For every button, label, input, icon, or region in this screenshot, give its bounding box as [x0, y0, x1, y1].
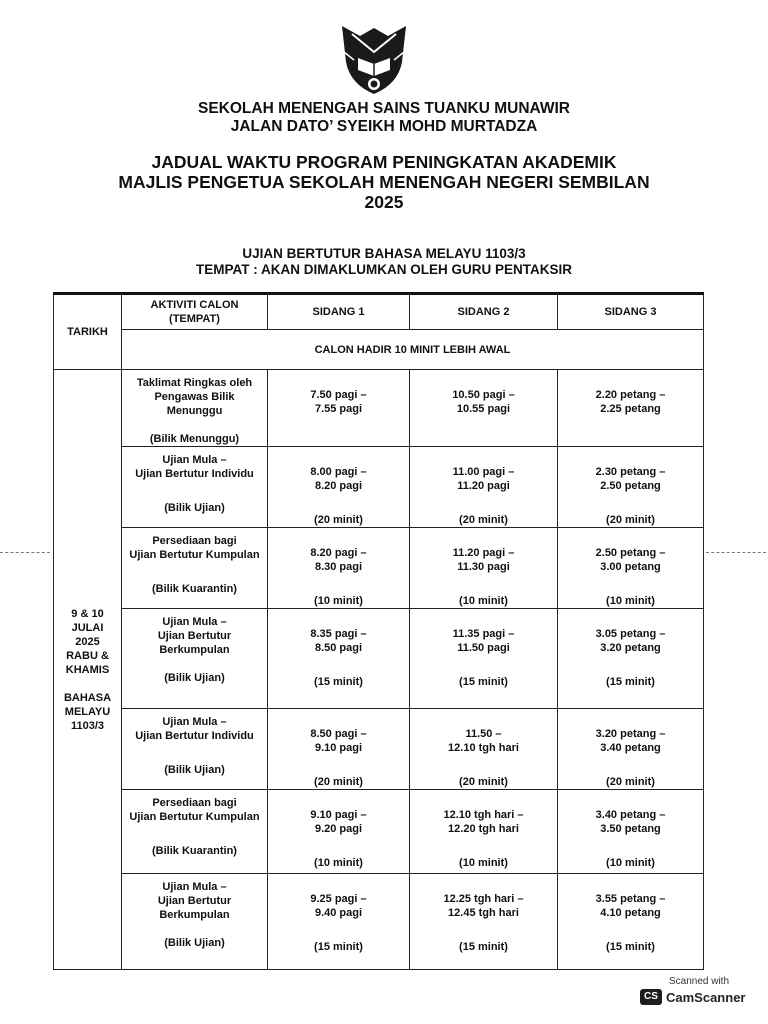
- time-line: 9.10 pagi: [314, 742, 363, 754]
- time-line: 11.20 pagi –: [452, 547, 515, 559]
- activity-line: Ujian Mula –: [162, 616, 227, 628]
- activity-line: Persediaan bagi: [152, 535, 237, 547]
- duration-label: (15 minit): [459, 941, 508, 953]
- date-line: JULAI: [71, 621, 104, 634]
- time-line: 3.00 petang: [600, 561, 661, 573]
- duration-label: (20 minit): [459, 514, 508, 526]
- activity-place: (Bilik Ujian): [164, 672, 225, 684]
- sidang-1-cell: [268, 609, 410, 709]
- header-sidang-2: SIDANG 2: [410, 294, 558, 330]
- notice-row: [54, 330, 704, 370]
- sidang-1-cell: [268, 447, 410, 528]
- time-line: 9.10 pagi –: [310, 809, 367, 821]
- activity-place: (Bilik Ujian): [164, 502, 225, 514]
- activity-line: Ujian Bertutur Kumpulan: [129, 811, 260, 823]
- sidang-2-cell: [410, 609, 558, 709]
- duration-label: (10 minit): [459, 595, 508, 607]
- activity-line: Ujian Bertutur Individu: [135, 468, 254, 480]
- time-line: 7.50 pagi –: [310, 389, 367, 401]
- activity-line: Pengawas Bilik: [154, 391, 235, 403]
- sidang-2-cell: [410, 874, 558, 970]
- scan-artifact-line: [706, 552, 766, 554]
- activity-line: Ujian Bertutur Kumpulan: [129, 549, 260, 561]
- table-row: [54, 609, 704, 709]
- activity-place: (Bilik Kuarantin): [152, 845, 237, 857]
- header-tarikh: TARIKH: [54, 294, 122, 370]
- activity-cell: [122, 609, 268, 709]
- camscanner-watermark: [640, 976, 758, 1016]
- notice-cell: CALON HADIR 10 MINIT LEBIH AWAL: [122, 330, 704, 370]
- activity-place: (Bilik Ujian): [164, 937, 225, 949]
- header-aktiviti-line2: (TEMPAT): [169, 313, 220, 325]
- sidang-3-cell: [558, 528, 704, 609]
- time-line: 2.25 petang: [600, 403, 661, 415]
- time-line: 12.10 tgh hari –: [443, 809, 524, 821]
- date-line: 2025: [75, 635, 100, 648]
- activity-line: Ujian Bertutur Individu: [135, 730, 254, 742]
- title-line-2: MAJLIS PENGETUA SEKOLAH MENENGAH NEGERI SEMBILAN: [118, 172, 650, 192]
- time-line: 9.25 pagi –: [310, 893, 367, 905]
- school-name: SEKOLAH MENENGAH SAINS TUANKU MUNAWIR: [198, 100, 570, 117]
- time-line: 2.20 petang –: [595, 389, 666, 401]
- activity-cell: [122, 874, 268, 970]
- date-line: MELAYU: [64, 705, 111, 718]
- time-line: 9.20 pagi: [314, 823, 363, 835]
- header-sidang-3: SIDANG 3: [558, 294, 704, 330]
- time-line: 8.20 pagi: [314, 480, 363, 492]
- time-line: 9.40 pagi: [314, 907, 363, 919]
- table-row: [54, 790, 704, 874]
- sidang-1-cell: [268, 874, 410, 970]
- time-line: 8.00 pagi –: [310, 466, 367, 478]
- time-line: 11.50 –: [465, 728, 502, 740]
- time-line: 2.30 petang –: [595, 466, 666, 478]
- time-line: 2.50 petang: [600, 480, 661, 492]
- sidang-3-cell: [558, 447, 704, 528]
- time-line: 8.20 pagi –: [310, 547, 367, 559]
- time-line: 10.55 pagi: [456, 403, 511, 415]
- time-line: 11.35 pagi –: [452, 628, 515, 640]
- duration-label: (20 minit): [606, 514, 655, 526]
- duration-label: (15 minit): [314, 941, 363, 953]
- sidang-2-cell: [410, 528, 558, 609]
- time-line: 10.50 pagi –: [452, 389, 515, 401]
- duration-label: (10 minit): [314, 595, 363, 607]
- duration-label: (15 minit): [459, 676, 508, 688]
- duration-label: (20 minit): [314, 514, 363, 526]
- time-line: 3.05 petang –: [595, 628, 666, 640]
- duration-label: (10 minit): [606, 857, 655, 869]
- activity-cell: [122, 709, 268, 790]
- header-aktiviti-line1: AKTIVITI CALON: [150, 299, 239, 311]
- sidang-2-cell: [410, 447, 558, 528]
- time-line: 8.50 pagi –: [310, 728, 367, 740]
- scan-artifact-line: [0, 552, 50, 554]
- duration-label: (15 minit): [606, 676, 655, 688]
- time-line: 3.50 petang: [600, 823, 661, 835]
- time-line: 4.10 petang: [600, 907, 661, 919]
- activity-line: Menunggu: [166, 405, 223, 417]
- sidang-3-cell: [558, 874, 704, 970]
- time-line: 3.20 petang: [600, 642, 661, 654]
- table-row: [54, 874, 704, 970]
- time-line: 11.30 pagi: [457, 561, 510, 573]
- time-line: 11.00 pagi –: [452, 466, 515, 478]
- sidang-2-cell: [410, 370, 558, 447]
- activity-place: (Bilik Menunggu): [149, 433, 240, 445]
- school-address: JALAN DATO’ SYEIKH MOHD MURTADZA: [230, 118, 538, 135]
- date-line: 9 & 10: [71, 607, 104, 620]
- header-sidang-1: SIDANG 1: [268, 294, 410, 330]
- date-line: 1103/3: [70, 719, 105, 732]
- time-line: 3.55 petang –: [595, 893, 666, 905]
- duration-label: (10 minit): [314, 857, 363, 869]
- time-line: 11.50 pagi: [457, 642, 510, 654]
- time-line: 3.40 petang: [600, 742, 661, 754]
- sidang-1-cell: [268, 709, 410, 790]
- exam-name: UJIAN BERTUTUR BAHASA MELAYU 1103/3: [242, 246, 526, 261]
- activity-place: (Bilik Kuarantin): [152, 583, 237, 595]
- activity-line: Ujian Bertutur: [157, 895, 232, 907]
- activity-line: Berkumpulan: [159, 909, 230, 921]
- time-line: 8.35 pagi –: [310, 628, 367, 640]
- time-line: 12.45 tgh hari: [448, 907, 519, 919]
- duration-label: (15 minit): [606, 941, 655, 953]
- sidang-2-cell: [410, 790, 558, 874]
- time-line: 3.40 petang –: [595, 809, 666, 821]
- date-line: KHAMIS: [65, 663, 110, 676]
- activity-place: (Bilik Ujian): [164, 764, 225, 776]
- sidang-2-cell: [410, 709, 558, 790]
- duration-label: (15 minit): [314, 676, 363, 688]
- document-title: [0, 152, 768, 212]
- duration-label: (20 minit): [459, 776, 508, 788]
- sidang-3-cell: [558, 709, 704, 790]
- exam-subtitle: [0, 246, 768, 278]
- scanner-caption: Scanned with: [668, 976, 730, 987]
- time-line: 12.20 tgh hari: [448, 823, 519, 835]
- activity-line: Ujian Mula –: [162, 716, 227, 728]
- activity-line: Berkumpulan: [159, 644, 230, 656]
- time-line: 3.20 petang –: [595, 728, 666, 740]
- sidang-1-cell: [268, 528, 410, 609]
- activity-line: Ujian Mula –: [162, 881, 227, 893]
- duration-label: (10 minit): [606, 595, 655, 607]
- table-header-row: [54, 294, 704, 330]
- title-line-1: JADUAL WAKTU PROGRAM PENINGKATAN AKADEMIK: [151, 152, 617, 172]
- table-row: [54, 447, 704, 528]
- activity-cell: [122, 370, 268, 447]
- duration-label: (20 minit): [606, 776, 655, 788]
- activity-line: Ujian Bertutur: [157, 630, 232, 642]
- time-line: 12.10 tgh hari: [448, 742, 519, 754]
- date-line: RABU &: [66, 649, 109, 662]
- time-line: 12.25 tgh hari –: [443, 893, 524, 905]
- time-line: 8.30 pagi: [314, 561, 363, 573]
- school-header: [0, 100, 768, 136]
- table-row: [54, 528, 704, 609]
- sidang-1-cell: [268, 790, 410, 874]
- date-line: BAHASA: [63, 691, 112, 704]
- time-line: 2.50 petang –: [595, 547, 666, 559]
- timetable: [53, 292, 704, 970]
- sidang-3-cell: [558, 609, 704, 709]
- table-row: [54, 370, 704, 447]
- sidang-3-cell: [558, 370, 704, 447]
- activity-line: Taklimat Ringkas oleh: [136, 377, 253, 389]
- time-line: 7.55 pagi: [314, 403, 363, 415]
- duration-label: (20 minit): [314, 776, 363, 788]
- title-year: 2025: [364, 192, 404, 212]
- time-line: 8.50 pagi: [314, 642, 363, 654]
- date-cell: [54, 370, 122, 970]
- exam-venue: TEMPAT : AKAN DIMAKLUMKAN OLEH GURU PENTAKSIR: [196, 262, 572, 277]
- camscanner-logo-icon: CS: [640, 989, 662, 1005]
- activity-cell: [122, 447, 268, 528]
- activity-line: Ujian Mula –: [162, 454, 227, 466]
- scanner-name: CamScanner: [666, 989, 746, 1005]
- school-crest-icon: [338, 22, 410, 96]
- activity-line: Persediaan bagi: [152, 797, 237, 809]
- sidang-1-cell: [268, 370, 410, 447]
- table-row: [54, 709, 704, 790]
- activity-cell: [122, 528, 268, 609]
- activity-cell: [122, 790, 268, 874]
- duration-label: (10 minit): [459, 857, 508, 869]
- time-line: 11.20 pagi: [457, 480, 510, 492]
- sidang-3-cell: [558, 790, 704, 874]
- header-aktiviti: [122, 294, 268, 330]
